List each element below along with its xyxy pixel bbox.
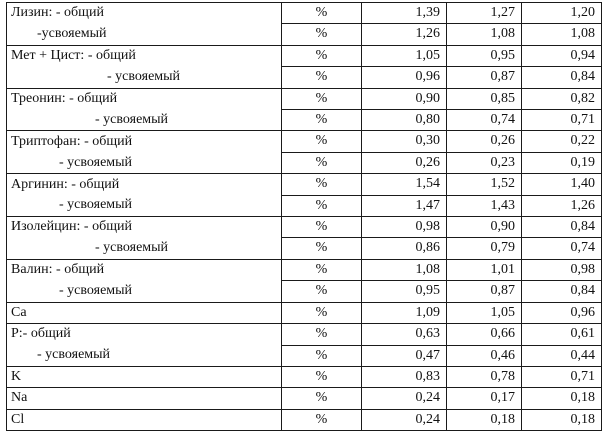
unit-cell: % (282, 88, 362, 109)
value-cell: 0,24 (362, 388, 447, 409)
value-cell: 0,18 (447, 409, 522, 430)
row-label: -усвояемый (7, 24, 282, 45)
value-cell: 0,90 (447, 217, 522, 238)
unit-cell: % (282, 131, 362, 152)
value-cell: 0,47 (362, 345, 447, 366)
unit-cell: % (282, 45, 362, 66)
unit-cell: % (282, 174, 362, 195)
value-cell: 0,30 (362, 131, 447, 152)
row-label: - усвояемый (7, 238, 282, 259)
unit-cell: % (282, 67, 362, 88)
unit-cell: % (282, 152, 362, 173)
row-label: Мет + Цист: - общий (7, 45, 282, 66)
value-cell: 0,66 (447, 324, 522, 345)
value-cell: 1,08 (447, 24, 522, 45)
unit-cell: % (282, 281, 362, 302)
table-row (7, 67, 602, 88)
value-cell: 0,95 (362, 281, 447, 302)
value-cell: 0,87 (447, 281, 522, 302)
table-row (7, 324, 602, 345)
value-cell: 1,40 (522, 174, 602, 195)
row-label: - усвояемый (7, 67, 282, 88)
value-cell: 0,24 (362, 409, 447, 430)
value-cell: 1,01 (447, 259, 522, 280)
unit-cell: % (282, 110, 362, 131)
unit-cell: % (282, 238, 362, 259)
value-cell: 1,27 (447, 3, 522, 24)
value-cell: 0,85 (447, 88, 522, 109)
value-cell: 0,74 (447, 110, 522, 131)
row-label: Валин: - общий (7, 259, 282, 280)
value-cell: 0,84 (522, 281, 602, 302)
table-row (7, 131, 602, 152)
value-cell: 0,94 (522, 45, 602, 66)
table-row (7, 3, 602, 24)
row-label: Na (7, 388, 282, 409)
value-cell: 0,71 (522, 366, 602, 387)
value-cell: 0,98 (362, 217, 447, 238)
unit-cell: % (282, 388, 362, 409)
value-cell: 0,82 (522, 88, 602, 109)
unit-cell: % (282, 409, 362, 430)
value-cell: 1,26 (522, 195, 602, 216)
value-cell: 0,95 (447, 45, 522, 66)
row-label: Изолейцин: - общий (7, 217, 282, 238)
value-cell: 0,26 (447, 131, 522, 152)
row-label: - усвояемый (7, 152, 282, 173)
value-cell: 0,80 (362, 110, 447, 131)
value-cell: 0,98 (522, 259, 602, 280)
value-cell: 0,78 (447, 366, 522, 387)
row-label: Треонин: - общий (7, 88, 282, 109)
table-row (7, 110, 602, 131)
value-cell: 0,19 (522, 152, 602, 173)
value-cell: 1,54 (362, 174, 447, 195)
table-row (7, 195, 602, 216)
table-row (7, 409, 602, 430)
unit-cell: % (282, 3, 362, 24)
nutrient-table-body (7, 3, 602, 431)
row-label: - усвояемый (7, 195, 282, 216)
value-cell: 0,84 (522, 67, 602, 88)
table-row (7, 238, 602, 259)
row-label: Cl (7, 409, 282, 430)
value-cell: 0,18 (522, 388, 602, 409)
row-label: - усвояемый (7, 281, 282, 302)
value-cell: 1,05 (447, 302, 522, 323)
value-cell: 1,08 (522, 24, 602, 45)
value-cell: 0,74 (522, 238, 602, 259)
value-cell: 0,90 (362, 88, 447, 109)
unit-cell: % (282, 217, 362, 238)
row-label: Лизин: - общий (7, 3, 282, 24)
table-row (7, 217, 602, 238)
value-cell: 0,84 (522, 217, 602, 238)
value-cell: 0,26 (362, 152, 447, 173)
table-row (7, 345, 602, 366)
row-label: Триптофан: - общий (7, 131, 282, 152)
nutrient-table (6, 2, 602, 431)
row-label: K (7, 366, 282, 387)
table-row (7, 88, 602, 109)
table-row (7, 259, 602, 280)
table-row (7, 152, 602, 173)
unit-cell: % (282, 24, 362, 45)
value-cell: 0,71 (522, 110, 602, 131)
value-cell: 0,96 (362, 67, 447, 88)
table-row (7, 174, 602, 195)
value-cell: 1,43 (447, 195, 522, 216)
row-label: Ca (7, 302, 282, 323)
unit-cell: % (282, 345, 362, 366)
value-cell: 0,44 (522, 345, 602, 366)
value-cell: 1,05 (362, 45, 447, 66)
row-label: - усвояемый (7, 345, 282, 366)
value-cell: 1,39 (362, 3, 447, 24)
value-cell: 0,46 (447, 345, 522, 366)
table-row (7, 24, 602, 45)
unit-cell: % (282, 195, 362, 216)
value-cell: 1,08 (362, 259, 447, 280)
value-cell: 0,63 (362, 324, 447, 345)
table-row (7, 281, 602, 302)
value-cell: 0,23 (447, 152, 522, 173)
row-label: P:- общий (7, 324, 282, 345)
value-cell: 1,47 (362, 195, 447, 216)
value-cell: 0,83 (362, 366, 447, 387)
table-row (7, 388, 602, 409)
value-cell: 0,96 (522, 302, 602, 323)
value-cell: 0,87 (447, 67, 522, 88)
row-label: - усвояемый (7, 110, 282, 131)
row-label: Аргинин: - общий (7, 174, 282, 195)
value-cell: 0,18 (522, 409, 602, 430)
value-cell: 1,09 (362, 302, 447, 323)
value-cell: 1,20 (522, 3, 602, 24)
unit-cell: % (282, 302, 362, 323)
unit-cell: % (282, 366, 362, 387)
unit-cell: % (282, 259, 362, 280)
value-cell: 0,61 (522, 324, 602, 345)
value-cell: 1,26 (362, 24, 447, 45)
table-row (7, 366, 602, 387)
unit-cell: % (282, 324, 362, 345)
table-row (7, 45, 602, 66)
value-cell: 0,22 (522, 131, 602, 152)
table-row (7, 302, 602, 323)
value-cell: 1,52 (447, 174, 522, 195)
value-cell: 0,86 (362, 238, 447, 259)
value-cell: 0,17 (447, 388, 522, 409)
value-cell: 0,79 (447, 238, 522, 259)
